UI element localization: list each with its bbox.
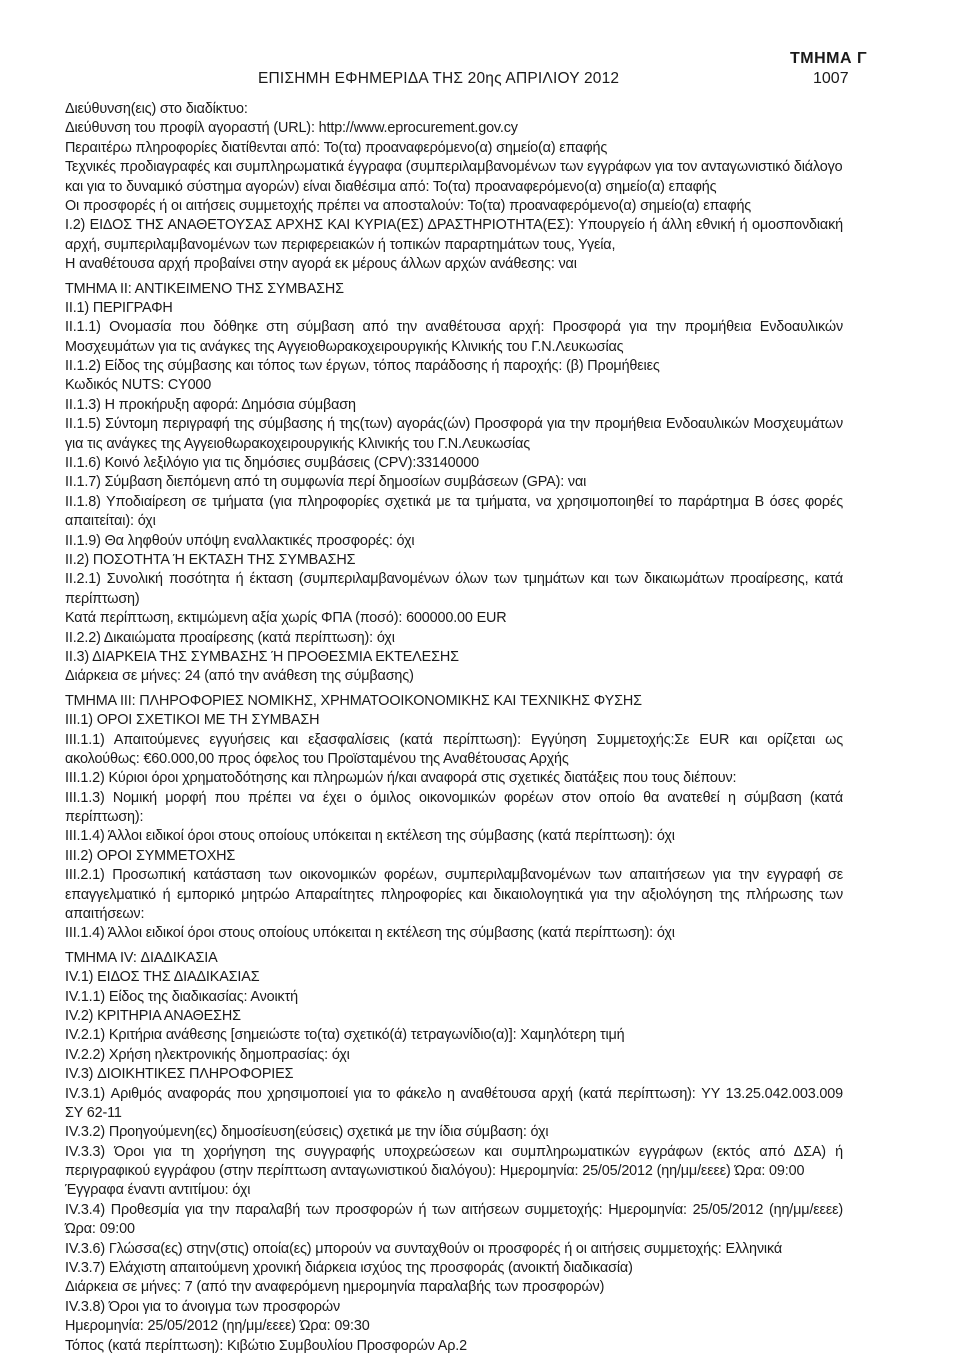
text-line: Διεύθυνση(εις) στο διαδίκτυο: (65, 101, 248, 117)
text-line: ΙΙ.3) ΔΙΑΡΚΕΙΑ ΤΗΣ ΣΥΜΒΑΣΗΣ Ή ΠΡΟΘΕΣΜΙΑ ΕΚΤΕΛΕΣΗΣ (65, 648, 459, 665)
text-line: ΙΙΙ.1.3) Νομική μορφή που πρέπει να έχει ο όμιλος οικονομικών φορέων στον οποίο θα ανατεθεί η σύμβαση (κατά (65, 789, 843, 806)
text-line: Διεύθυνση του προφίλ αγοραστή (URL): http://www.eprocurement.gov.cy (65, 120, 518, 137)
text-line: ΙΙ.1.1) Ονομασία που δόθηκε στη σύμβαση από την αναθέτουσα αρχή: Προσφορά για την προμήθεια Ενδοαυλικών (65, 319, 843, 336)
text-line: ΙΙ.2.1) Συνολική ποσότητα ή έκταση (συμπεριλαμβανομένων όλων των τμημάτων και των δικαιωμάτων προαίρεσης, κατά (65, 571, 843, 588)
text-line: ΙΙΙ.1.4) Άλλοι ειδικοί όροι στους οποίους υπόκειται η εκτέλεση της σύμβασης (κατά περίπτωση): όχι (65, 925, 675, 942)
text-line: περιγραφικού εγγράφου (στην περίπτωση ανταγωνιστικού διαλόγου): Ημερομηνία: 25/05/2012 (ηη/μμ/εεεε) Ώρα: 09:00 (65, 1163, 805, 1180)
text-line: ΙV.3.3) Όροι για τη χορήγηση της συγγραφής υποχρεώσεων και συμπληρωματικών εγγράφων (εκτός από ΔΣΑ) ή (65, 1143, 843, 1160)
text-line: ΙΙ.1.3) Η προκήρυξη αφορά: Δημόσια σύμβαση (65, 396, 356, 413)
text-line: Οι προσφορές ή οι αιτήσεις συμμετοχής πρέπει να αποσταλούν: Το(τα) προαναφερόμενο(α) σημείο(α) επαφής (65, 197, 752, 214)
text-line: ΙV.3.1) Αριθμός αναφοράς που χρησιμοποιεί για το φάκελο η αναθέτουσα αρχή (κατά περίπτωση): YY 13.25.042.003.009 (65, 1085, 843, 1102)
text-line: ΙV.2.1) Κριτήρια ανάθεσης [σημειώστε το(τα) σχετικό(ά) τετραγωνίδιο(α)]: Χαμηλότερη τιμή (65, 1027, 625, 1044)
text-line: ΙΙ.1.5) Σύντομη περιγραφή της σύμβασης ή της(των) αγοράς(ών) Προσφορά για την προμήθεια Ενδοαυλικών Μοσχευμάτων (65, 416, 843, 433)
text-line: ΙV.1.1) Είδος της διαδικασίας: Ανοικτή (65, 988, 298, 1005)
text-line: αρχή, συμπεριλαμβανομένων των περιφερειακών ή τοπικών παραρτημάτων τους, Υγεία, (65, 236, 616, 253)
text-line: ΙV.3.6) Γλώσσα(ες) στην(στις) οποία(ες) μπορούν να συνταχθούν οι προσφορές ή οι αιτήσεις συμμετοχής: Ελληνικά (65, 1240, 783, 1257)
text-line: ΙV.1) ΕΙΔΟΣ ΤΗΣ ΔΙΑΔΙΚΑΣΙΑΣ (65, 969, 260, 986)
document-body (65, 100, 843, 1356)
page-number: 1007 (813, 70, 849, 87)
text-line: Διάρκεια σε μήνες: 7 (από την αναφερόμενη ημερομηνία παραλαβής των προσφορών) (65, 1279, 605, 1296)
section-heading: ΤΜΗΜΑ ΙV: ΔΙΑΔΙΚΑΣΙΑ (65, 949, 218, 966)
section-label: ΤΜΗΜΑ Γ (790, 50, 868, 67)
text-line: Η αναθέτουσα αρχή προβαίνει στην αγορά εκ μέρους άλλων αρχών ανάθεσης: ναι (65, 256, 577, 273)
text-line: Ι.2) ΕΙΔΟΣ ΤΗΣ ΑΝΑΘΕΤΟΥΣΑΣ ΑΡΧΗΣ ΚΑΙ ΚΥΡΙΑ(ΕΣ) ΔΡΑΣΤΗΡΙΟΤΗΤΑ(ΕΣ): Υπουργείο ή άλλη εθνική ή ομοσπονδιακή (65, 217, 843, 234)
text-line: ΙV.3.8) Όροι για το άνοιγμα των προσφορών (65, 1298, 341, 1315)
text-line: ΙΙΙ.1) ΟΡΟΙ ΣΧΕΤΙΚΟΙ ΜΕ ΤΗ ΣΥΜΒΑΣΗ (65, 712, 320, 729)
text-line: ΙV.2.2) Χρήση ηλεκτρονικής δημοπρασίας: όχι (65, 1046, 350, 1063)
text-line: Κωδικός NUTS: CY000 (65, 377, 212, 394)
section-heading: ΤΜΗΜΑ ΙΙ: ΑΝΤΙΚΕΙΜΕΝΟ ΤΗΣ ΣΥΜΒΑΣΗΣ (65, 280, 344, 297)
text-line: ΙΙΙ.1.4) Άλλοι ειδικοί όροι στους οποίους υπόκειται η εκτέλεση της σύμβασης (κατά περίπτωση): όχι (65, 828, 675, 845)
text-line: περίπτωση): (65, 809, 144, 826)
text-line: ΙV.3.4) Προθεσμία για την παραλαβή των προσφορών ή των αιτήσεων συμμετοχής: Ημερομηνία: 25/05/2012 (ηη/μμ/εεεε) (65, 1201, 843, 1218)
text-line: ακολούθως: €60.000,00 προς όφελος του Προϊσταμένου της Αναθέτουσας Αρχής (65, 750, 569, 767)
text-line: ΙΙ.1.7) Σύμβαση διεπόμενη από τη συμφωνία περί δημοσίων συμβάσεων (GPA): ναι (65, 474, 587, 491)
text-line: Τεχνικές προδιαγραφές και συμπληρωματικά έγγραφα (συμπεριλαμβανομένων των εγγράφων για τον ανταγωνιστικό διάλογο (65, 159, 843, 176)
text-line: Ημερομηνία: 25/05/2012 (ηη/μμ/εεεε) Ώρα: 09:30 (65, 1318, 370, 1335)
text-line: ΣΥ 62-11 (65, 1104, 122, 1121)
section-heading: ΤΜΗΜΑ ΙΙΙ: ΠΛΗΡΟΦΟΡΙΕΣ ΝΟΜΙΚΗΣ, ΧΡΗΜΑΤΟΟΙΚΟΝΟΜΙΚΗΣ ΚΑΙ ΤΕΧΝΙΚΗΣ ΦΥΣΗΣ (65, 692, 642, 709)
text-line: Περαιτέρω πληροφορίες διατίθενται από: Το(τα) προαναφερόμενο(α) σημείο(α) επαφής (65, 139, 608, 156)
text-line: περίπτωση) (65, 590, 140, 607)
text-line: ΙΙ.2) ΠΟΣΟΤΗΤΑ Ή ΕΚΤΑΣΗ ΤΗΣ ΣΥΜΒΑΣΗΣ (65, 551, 356, 568)
text-line: για τις ανάγκες της Αγγειοθωρακοχειρουργικής Κλινικής του Γ.Ν.Λευκωσίας (65, 435, 531, 452)
page-header (0, 0, 960, 100)
text-line: απαιτείται): όχι (65, 513, 156, 530)
text-line: ΙΙΙ.1.1) Απαιτούμενες εγγυήσεις και εξασφαλίσεις (κατά περίπτωση): Εγγύηση Συμμετοχής:Σε EUR και ορίζεται ως (65, 731, 843, 748)
text-line: ΙΙ.1.8) Υποδιαίρεση σε τμήματα (για πληροφορίες σχετικά με τα τμήματα, να χρησιμοποιηθεί το παράρτημα Β όσες φορές (65, 493, 843, 510)
text-line: Τόπος (κατά περίπτωση): Κιβώτιο Συμβουλίου Προσφορών Αρ.2 (65, 1337, 467, 1354)
text-line: Έγγραφα έναντι αντιτίμου: όχι (65, 1182, 251, 1199)
text-line: ΙV.2) ΚΡΙΤΗΡΙΑ ΑΝΑΘΕΣΗΣ (65, 1007, 241, 1024)
text-line: ΙΙΙ.2.1) Προσωπική κατάσταση των οικονομικών φορέων, συμπεριλαμβανομένων των απαιτήσεων για την εγγραφή σε (65, 867, 843, 884)
text-line: ΙΙ.1.6) Κοινό λεξιλόγιο για τις δημόσιες συμβάσεις (CPV):33140000 (65, 455, 480, 472)
text-line: και για το δυναμικό σύστημα αγορών) είναι διαθέσιμα από: Το(τα) προαναφερόμενο(α) σημείο(α) επαφής (65, 178, 717, 195)
gazette-title: ΕΠΙΣΗΜΗ ΕΦΗΜΕΡΙΔΑ ΤΗΣ 20ης ΑΠΡΙΛΙΟΥ 2012 (258, 70, 620, 87)
text-line: ΙΙΙ.1.2) Κύριοι όροι χρηματοδότησης και πληρωμών ή/και αναφορά στις σχετικές διατάξεις που τους διέπουν: (65, 770, 737, 787)
text-line: επαγγελματικό ή εμπορικό μητρώο Απαραίτητες πληροφορίες και δικαιολογητικά για την αξιολόγηση της πλήρωσης των (65, 886, 843, 903)
text-line: ΙV.3.2) Προηγούμενη(ες) δημοσίευση(εύσεις) σχετικά με την ίδια σύμβαση: όχι (65, 1124, 549, 1141)
text-line: ΙV.3.7) Ελάχιστη απαιτούμενη χρονική διάρκεια ισχύος της προσφοράς (ανοικτή διαδικασία) (65, 1260, 633, 1277)
text-line: ΙΙ.1) ΠΕΡΙΓΡΑΦΗ (65, 299, 173, 316)
text-line: ΙΙΙ.2) ΟΡΟΙ ΣΥΜΜΕΤΟΧΗΣ (65, 847, 236, 864)
text-line: Κατά περίπτωση, εκτιμώμενη αξία χωρίς ΦΠΑ (ποσό): 600000.00 EUR (65, 610, 507, 627)
text-line: ΙΙ.1.9) Θα ληφθούν υπόψη εναλλακτικές προσφορές: όχι (65, 532, 415, 549)
text-line: απαιτήσεων: (65, 906, 145, 923)
text-line: Διάρκεια σε μήνες: 24 (από την ανάθεση της σύμβασης) (65, 668, 414, 685)
text-line: ΙΙ.1.2) Είδος της σύμβασης και τόπος των έργων, τόπος παράδοσης ή παροχής: (β) Προμήθειες (65, 358, 660, 375)
text-line: ΙΙ.2.2) Δικαιώματα προαίρεσης (κατά περίπτωση): όχι (65, 629, 395, 646)
text-line: ΙV.3) ΔΙΟΙΚΗΤΙΚΕΣ ΠΛΗΡΟΦΟΡΙΕΣ (65, 1066, 294, 1083)
text-line: Ώρα: 09:00 (65, 1221, 135, 1238)
text-line: Μοσχευμάτων για τις ανάγκες της Αγγειοθωρακοχειρουργικής Κλινικής του Γ.Ν.Λευκωσίας (65, 338, 624, 355)
